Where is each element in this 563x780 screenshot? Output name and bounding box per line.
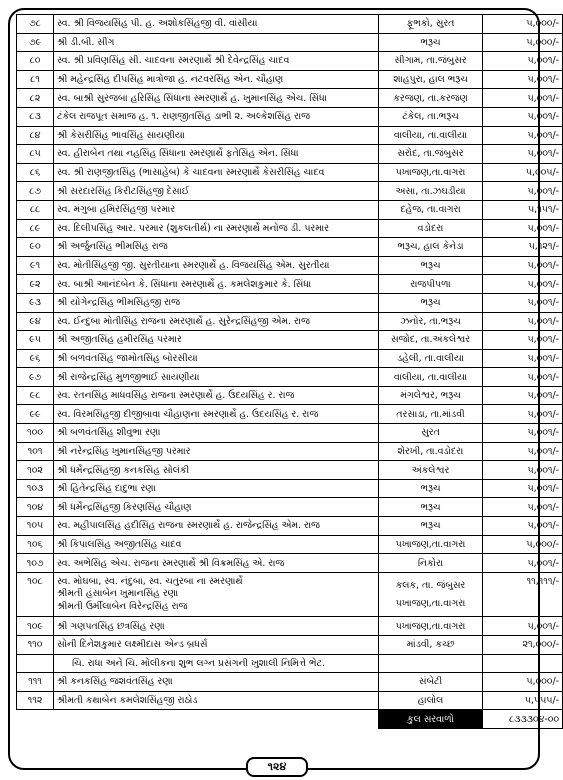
row-number: ૧૦૫ bbox=[17, 517, 54, 536]
donor-place: મંગલેશ્વર, ભરૂચ bbox=[379, 386, 483, 405]
note-text: ચિ. રાધા અને ચિ. મોલીકના શુભ લગ્ન પ્રસંગની ખુશાલી નિમિત્તે ભેટ. bbox=[54, 654, 379, 673]
donation-amount: ૫,૦૦૧/- bbox=[483, 293, 563, 312]
table-row bbox=[17, 182, 563, 201]
donor-name: સ્વ. બાશ્રી સુરજબા હરિસિંહ સિંધાના સ્મરણાર્થે હ. ખુમાનસિંહ એચ. સિંધા bbox=[54, 89, 379, 108]
donor-name-line: શ્રીમતી હંસાબેન ખુમાનસિંહ રણા bbox=[57, 588, 179, 600]
donation-amount: ૫,૦૦૧/- bbox=[483, 52, 563, 71]
table-row bbox=[17, 572, 563, 617]
donor-place: ભરૂચ bbox=[379, 33, 483, 52]
donor-name: સ્વ. વિરમસિંહજી દીજીબાવા ચૌહાણના સ્મરણાર્થે હ. ઉદયસિંહ ર. રાજ bbox=[54, 405, 379, 424]
table-row bbox=[17, 386, 563, 405]
donation-amount: ૫,૦૦૧/- bbox=[483, 386, 563, 405]
note-place-empty bbox=[379, 654, 483, 673]
donor-name: શ્રી સરદારસિંહ કિરીટસિંહજી દેસાઈ bbox=[54, 182, 379, 201]
donor-place: ડહેલી, તા.વાલીયા bbox=[379, 349, 483, 368]
donor-place: કરજણ, તા.કરજણ bbox=[379, 89, 483, 108]
donor-name: સ્વ. શ્રી વિજયસિંહ પી. હ. અશોકસિંહજી વી. વાંસીયા bbox=[54, 15, 379, 34]
donor-name: સોની દિનેશકુમાર લક્ષ્મીદાસ એન્ડ બ્રધર્સ bbox=[54, 635, 379, 654]
table-row bbox=[17, 535, 563, 554]
table-row bbox=[17, 200, 563, 219]
donation-amount: ૫,૦૦૧/- bbox=[483, 479, 563, 498]
table-row bbox=[17, 517, 563, 536]
table-row bbox=[17, 673, 563, 692]
donor-name: સ્વ. ઈન્દુબા મોતીસિંહ રાજના સ્મરણાર્થે હ. સુરેન્દ્રસિંહજી એમ. રાજ bbox=[54, 312, 379, 331]
donor-place: ભરૂચ bbox=[379, 256, 483, 275]
table-row bbox=[17, 219, 563, 238]
table-row bbox=[17, 442, 563, 461]
donor-name: સ્વ. દિલીપસિંહ આર. પરમાર (શુકલતીર્થ) ના સ્મરણાર્થે મનોજ ડી. પરમાર bbox=[54, 219, 379, 238]
donor-place: સજોદ, તા.અંકલેશ્વર bbox=[379, 331, 483, 350]
donation-amount: ૫,૦૦૧/- bbox=[483, 368, 563, 387]
donor-name: શ્રી યોગેન્દ્રસિંહ ભીમસિંહજી રાજ bbox=[54, 293, 379, 312]
row-number: ૧૦૨ bbox=[17, 461, 54, 480]
table-row bbox=[17, 293, 563, 312]
donor-name: શ્રી ગણપતસિંહ છત્રસિંહ રણા bbox=[54, 617, 379, 636]
row-number: ૧૦૬ bbox=[17, 535, 54, 554]
donation-amount: ૫,૦૦૧/- bbox=[483, 256, 563, 275]
donor-place: ટંકેલ, તા.ભરૂચ bbox=[379, 107, 483, 126]
donor-place: ભરૂચ bbox=[379, 293, 483, 312]
donation-amount: ૫,૦૦૧/- bbox=[483, 312, 563, 331]
row-number: ૮૨ bbox=[17, 89, 54, 108]
row-number: ૧૧૧ bbox=[17, 673, 54, 692]
table-row bbox=[17, 349, 563, 368]
table-row bbox=[17, 107, 563, 126]
row-number: ૧૦૭ bbox=[17, 554, 54, 573]
donor-place: સુરત bbox=[379, 424, 483, 443]
donor-place: સંબેટી bbox=[379, 673, 483, 692]
donor-name: શ્રી નરેન્દ્રસિંહ ખુમાનસિંહજી પરમાર bbox=[54, 442, 379, 461]
donation-amount: ૫,૦૦૧/- bbox=[483, 275, 563, 294]
donor-place: પખાજણ,તા.વાગરા bbox=[379, 617, 483, 636]
donor-name: સ્વ. મહીપાલસિંહ હદીસિંહ રાજના સ્મરણાર્થે હ. રાજેન્દ્રસિંહ એમ. રાજ bbox=[54, 517, 379, 536]
table-row bbox=[17, 312, 563, 331]
donation-amount: ૫,૦૦૧/- bbox=[483, 145, 563, 164]
donor-place: વાલીયા, તા.વાલીયા bbox=[379, 126, 483, 145]
row-number: ૯૨ bbox=[17, 275, 54, 294]
donor-name: શ્રીમતી કથાબેન કમલેશસિંહજી રાઠોડ bbox=[54, 691, 379, 710]
row-number: ૧૦૩ bbox=[17, 479, 54, 498]
donation-amount: ૫,૦૦૦/- bbox=[483, 33, 563, 52]
donor-place: વાલીયા, તા.વાલીયા bbox=[379, 368, 483, 387]
donor-name: શ્રી અર્જુનસિંહ ભીમસિંહ રાજ bbox=[54, 238, 379, 257]
row-number: ૧૧૦ bbox=[17, 635, 54, 654]
donation-amount: ૫,૦૦૧/- bbox=[483, 107, 563, 126]
donor-name: શ્રી રાજેન્દ્રસિંહ મુળજીભાઈ સાયણીયા bbox=[54, 368, 379, 387]
donor-place: ભરૂચ bbox=[379, 498, 483, 517]
row-number: ૮૧ bbox=[17, 70, 54, 89]
donation-amount: ૫,૦૦૦/- bbox=[483, 15, 563, 34]
row-number: ૯૬ bbox=[17, 349, 54, 368]
row-number: ૧૦૯ bbox=[17, 617, 54, 636]
table-row bbox=[17, 424, 563, 443]
donation-amount: ૫,૧૫૧/- bbox=[483, 200, 563, 219]
donor-place: નિકોરા bbox=[379, 554, 483, 573]
donation-amount: ૫,૫૫૫/- bbox=[483, 691, 563, 710]
donor-place: ભરૂચ, હાલ કેનેડા bbox=[379, 238, 483, 257]
donor-name: સ્વ. મોતીસિંહજી જી. સુરતીયાના સ્મરણાર્થે હ. વિજયસિંહ એમ. સુરતીયા bbox=[54, 256, 379, 275]
donation-amount: ૫,૦૦૧/- bbox=[483, 219, 563, 238]
table-row bbox=[17, 368, 563, 387]
row-number: ૧૧૨ bbox=[17, 691, 54, 710]
row-number: ૮૯ bbox=[17, 219, 54, 238]
table-row bbox=[17, 554, 563, 573]
donor-place: હાલોલ bbox=[379, 691, 483, 710]
donor-place: ફૂભકો, સુરત bbox=[379, 15, 483, 34]
table-row bbox=[17, 15, 563, 34]
table-row bbox=[17, 70, 563, 89]
donation-amount: ૫,૦૦૧/- bbox=[483, 70, 563, 89]
table-row bbox=[17, 461, 563, 480]
table-row bbox=[17, 89, 563, 108]
donor-name: સ્વ. મંગુબા હમિરસિંહજી પરમાર bbox=[54, 200, 379, 219]
total-spacer bbox=[17, 710, 54, 729]
row-number: ૮૦ bbox=[17, 52, 54, 71]
donor-place bbox=[379, 572, 483, 617]
donor-place: પખાજણ,તા.વાગરા bbox=[379, 163, 483, 182]
donor-name: શ્રી મહેન્દ્રસિંહ દીપસિંહ માત્રોજા હ. નટવરસિંહ એન. ચૌહાણ bbox=[54, 70, 379, 89]
row-number: ૯૦ bbox=[17, 238, 54, 257]
row-number: ૯૫ bbox=[17, 331, 54, 350]
donor-name-line: શ્રીમતી ઉર્મીલાબેન વિરેન્દ્રસિંહ રાજ bbox=[57, 600, 188, 612]
donor-place: તરસાડા, તા.માંડવી bbox=[379, 405, 483, 424]
page-number: ૧૨૪ bbox=[246, 757, 308, 777]
donor-name-line: સ્વ. મોઘબા, સ્વ. નંદુબા, સ્વ. ચતુરબા ના સ્મરણાર્થે bbox=[57, 575, 243, 587]
row-number: ૧૦૮ bbox=[17, 572, 54, 617]
table-row bbox=[17, 405, 563, 424]
donation-amount: ૫,૦૦૦/- bbox=[483, 535, 563, 554]
row-number: ૯૭ bbox=[17, 368, 54, 387]
donation-amount: ૫,૦૦૧/- bbox=[483, 405, 563, 424]
donor-place: દહેજ, તા.વાગરા bbox=[379, 200, 483, 219]
row-number: ૧૦૦ bbox=[17, 424, 54, 443]
row-number: ૮૮ bbox=[17, 200, 54, 219]
donor-name: સ્વ. શ્રી પ્રવિણસિંહ સી. ચાદવના સ્મરણાર્થે શ્રી દેવેન્દ્રસિંહ ચાદવ bbox=[54, 52, 379, 71]
table-row bbox=[17, 52, 563, 71]
row-number: ૭૯ bbox=[17, 33, 54, 52]
donor-name: શ્રી ડી.બી. સીંગ bbox=[54, 33, 379, 52]
donor-name: શ્રી કનકસિંહ જશવંતસિંહ રણા bbox=[54, 673, 379, 692]
donor-name: ટંકેલ રાજપૂત સમાજ હ. ૧. રાણજીતસિંહ ડાભી ૨. અલ્કેશસિંહ રાજ bbox=[54, 107, 379, 126]
donor-place: રાજપીપળા bbox=[379, 275, 483, 294]
row-number: ૮૬ bbox=[17, 163, 54, 182]
note-row bbox=[17, 654, 563, 673]
table-row bbox=[17, 617, 563, 636]
row-number: ૮૭ bbox=[17, 182, 54, 201]
donation-amount: ૫,૦૦૧/- bbox=[483, 126, 563, 145]
donor-name: શ્રી બળવંતસિંહ જામોતસિંહ બોરસીયા bbox=[54, 349, 379, 368]
donor-name: શ્રી બળવંતસિંહ શીવુભા રણા bbox=[54, 424, 379, 443]
row-number: ૯૧ bbox=[17, 256, 54, 275]
donor-place: સીગામ, તા.જંબુસર bbox=[379, 52, 483, 71]
total-label: કુલ સરવાળો bbox=[379, 710, 483, 729]
donation-amount: ૫,૦૦૧/- bbox=[483, 331, 563, 350]
donor-name: સ્વ. હીરાબેન તથા નહસિંહ સિંધાના સ્મરણાર્થે ફતેસિંહ એન. સિંધા bbox=[54, 145, 379, 164]
donor-place: શાહપુરા, હાલ ભરૂચ bbox=[379, 70, 483, 89]
donor-place-line: પખાજણ,તા.વાગરા bbox=[395, 597, 466, 609]
donor-name: સ્વ. રતનસિંહ માધવસિંહ રાજના સ્મરણાર્થે હ. ઉદયસિંહ ર. રાજ bbox=[54, 386, 379, 405]
donation-amount: ૫,૦૦૧/- bbox=[483, 424, 563, 443]
donor-place: પખાજણ,તા.વાગરા bbox=[379, 535, 483, 554]
table-row bbox=[17, 33, 563, 52]
donor-name: શ્રી ધર્મેન્દ્રસિંહજી કિરણસિંહ ચૌહાણ bbox=[54, 498, 379, 517]
donor-name: શ્રી કિપાલસિંહ અજીતસિંહ ચાદવ bbox=[54, 535, 379, 554]
donor-table bbox=[16, 14, 563, 729]
row-number: ૮૫ bbox=[17, 145, 54, 164]
note-amount-empty bbox=[483, 654, 563, 673]
donation-amount: ૫,૦૦૧/- bbox=[483, 498, 563, 517]
table-row bbox=[17, 256, 563, 275]
table-row bbox=[17, 238, 563, 257]
donor-name: સ્વ. શ્રી રાણજીતસિંહ (ભાસાહેબ) કે ચાદવના સ્મરણાર્થે કેસરીસિંહ ચાદવ bbox=[54, 163, 379, 182]
row-number: ૯૮ bbox=[17, 386, 54, 405]
donor-place: માંડવી, કચ્છ bbox=[379, 635, 483, 654]
table-row bbox=[17, 145, 563, 164]
donor-table-body bbox=[17, 15, 563, 729]
row-number: ૧૦૧ bbox=[17, 442, 54, 461]
donor-name bbox=[54, 572, 379, 617]
donor-name: શ્રી ધર્મેન્દ્રસિંહજી કનકસિંહ સોલંકી bbox=[54, 461, 379, 480]
donor-place-line: કલક, તા. જંબુસર bbox=[395, 579, 466, 591]
donation-amount: ૫,૦૦૧/- bbox=[483, 442, 563, 461]
donation-amount: ૫,૦૦૧/- bbox=[483, 517, 563, 536]
row-number: ૮૩ bbox=[17, 107, 54, 126]
donor-place: સરોદ, તા.જંબુસર bbox=[379, 145, 483, 164]
donor-place: ઝનોર, તા.ભરૂચ bbox=[379, 312, 483, 331]
row-number: ૮૪ bbox=[17, 126, 54, 145]
donation-amount: ૫,૦૦૧/- bbox=[483, 182, 563, 201]
row-number-empty bbox=[17, 654, 54, 673]
donor-place: શેરખી, તા.વડોદરા bbox=[379, 442, 483, 461]
donation-amount: ૫,૦૦૧/- bbox=[483, 554, 563, 573]
table-row bbox=[17, 163, 563, 182]
total-value: ૮૩૩૩૦૪-૦૦ bbox=[483, 710, 563, 729]
donor-place: અસા, તા.ઝઘડીયા bbox=[379, 182, 483, 201]
donation-amount: ૫,૧૨૧/- bbox=[483, 238, 563, 257]
donation-amount: ૫,૦૦૧/- bbox=[483, 617, 563, 636]
donation-amount: ૫,૦૦૧/- bbox=[483, 349, 563, 368]
donor-name: શ્રી કેસરીસિંહ ભાવસિંહ સાયણીયા bbox=[54, 126, 379, 145]
donation-amount: ૨૧,૦૦૦/- bbox=[483, 635, 563, 654]
row-number: ૯૪ bbox=[17, 312, 54, 331]
donor-name: સ્વ. બાશ્રી આનંદબેન કે. સિંધાના સ્મરણાર્થે હ. કમલેશકુમાર કે. સિંધા bbox=[54, 275, 379, 294]
donor-name: શ્રી હિતેન્દ્રસિંહ દાદુભા રણા bbox=[54, 479, 379, 498]
total-row bbox=[17, 710, 563, 729]
donation-amount: ૫,૦૦૫/- bbox=[483, 163, 563, 182]
table-row bbox=[17, 691, 563, 710]
table-row bbox=[17, 275, 563, 294]
total-spacer bbox=[54, 710, 379, 729]
donation-amount: ૧૧,૧૧૧/- bbox=[483, 572, 563, 617]
donor-name: સ્વ. અભેસિંહ એચ. રાજના સ્મરણાર્થે શ્રી વિક્રમસિંહ એ. રાજ bbox=[54, 554, 379, 573]
donor-place: અંકલેશ્વર bbox=[379, 461, 483, 480]
row-number: ૯૩ bbox=[17, 293, 54, 312]
donor-place: ભરૂચ bbox=[379, 517, 483, 536]
donor-place: વડોદરા bbox=[379, 219, 483, 238]
row-number: ૭૮ bbox=[17, 15, 54, 34]
table-row bbox=[17, 479, 563, 498]
donation-amount: ૫,૦૦૧/- bbox=[483, 461, 563, 480]
row-number: ૧૦૪ bbox=[17, 498, 54, 517]
donor-place: ભરૂચ bbox=[379, 479, 483, 498]
donation-amount: ૫,૦૦૦/- bbox=[483, 673, 563, 692]
table-row bbox=[17, 126, 563, 145]
table-row bbox=[17, 635, 563, 654]
row-number: ૯૯ bbox=[17, 405, 54, 424]
table-row bbox=[17, 331, 563, 350]
table-row bbox=[17, 498, 563, 517]
donor-name: શ્રી અજીતસિંહ હમીરસિંહ પરમાર bbox=[54, 331, 379, 350]
donation-amount: ૫,૦૦૧/- bbox=[483, 89, 563, 108]
